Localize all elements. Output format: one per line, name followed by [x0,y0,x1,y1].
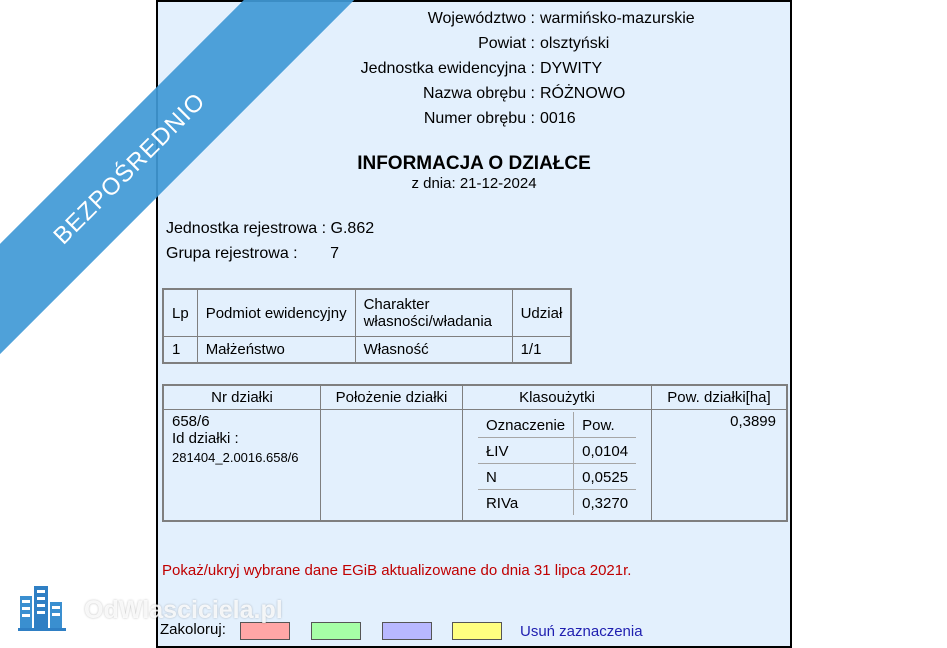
color-swatch-blue[interactable] [382,622,432,640]
header-value: olsztyński [540,35,610,52]
header-key: Jednostka ewidencyjna : [360,60,535,77]
parcel-table-header [163,385,787,410]
col-header-class-area: Pow. [574,412,636,438]
registry-unit-value: G.862 [330,220,375,237]
watermark-ribbon: BEZPOŚREDNIO [0,0,356,395]
cell-subject: Małżeństwo [197,337,355,364]
land-classes-header [478,412,636,438]
cell-parcel [163,410,321,522]
list-item [478,464,636,490]
cell-ownership: Własność [355,337,512,364]
table-row [163,410,787,522]
egib-toggle-link[interactable]: Pokaż/ukryj wybrane dane EGiB aktualizowane do dnia 31 lipca 2021r. [162,562,632,579]
header-value: 0016 [540,110,576,127]
land-classes-table [478,412,636,515]
registry-group-value: 7 [330,245,339,262]
header-value: warmińsko-mazurskie [540,10,695,27]
document-title [158,153,790,192]
class-area: 0,0525 [574,464,636,490]
col-header-code: Oznaczenie [478,412,574,438]
color-swatch-green[interactable] [311,622,361,640]
col-header-subject: Podmiot ewidencyjny [197,289,355,337]
colorize-label: Zakoloruj: [160,621,226,638]
list-item [478,490,636,516]
header-key: Nazwa obrębu : [422,85,535,102]
owners-table-header [163,289,571,337]
col-header-share: Udział [512,289,571,337]
col-header-area: Pow. działki[ha] [652,385,788,410]
col-header-ownership: Charakter własności/władania [355,289,512,337]
color-swatch-yellow[interactable] [452,622,502,640]
clear-selection-link[interactable]: Usuń zaznaczenia [520,623,643,640]
col-header-parcel-nr: Nr działki [163,385,321,410]
title-main: INFORMACJA O DZIAŁCE [357,153,591,174]
cell-area: 0,3899 [652,410,788,522]
class-area: 0,0104 [574,438,636,464]
header-key: Numer obrębu : [423,110,535,127]
brand-watermark: OdWlasciciela.pl [84,596,283,624]
class-code: N [478,464,574,490]
parcel-id-label: Id działki : [172,430,239,447]
col-header-lp: Lp [163,289,197,337]
cell-share: 1/1 [512,337,571,364]
registry-unit [166,220,374,238]
registry-group-label: Grupa rejestrowa : [166,245,298,262]
col-header-land-classes: Klasoużytki [463,385,652,410]
title-date: z dnia: 21-12-2024 [411,175,537,192]
header-value: RÓŻNOWO [540,85,626,102]
parcel-number: 658/6 [172,413,210,430]
registry-unit-label: Jednostka rejestrowa : [166,220,327,237]
registry-group [166,245,339,263]
cell-lp: 1 [163,337,197,364]
header-key: Powiat : [478,35,535,52]
header-key: Województwo : [427,10,535,27]
cell-location [321,410,463,522]
class-area: 0,3270 [582,495,629,512]
class-code: ŁIV [478,438,574,464]
cell-land-classes [463,410,652,522]
owners-table [162,288,572,364]
list-item [478,438,636,464]
building-logo-icon [18,582,66,632]
parcel-id-value: 281404_2.0016.658/6 [172,450,299,465]
parcel-table [162,384,788,522]
header-value: DYWITY [540,60,603,77]
class-code: RIVa [478,490,574,516]
col-header-location: Położenie działki [321,385,463,410]
table-row [163,337,571,364]
